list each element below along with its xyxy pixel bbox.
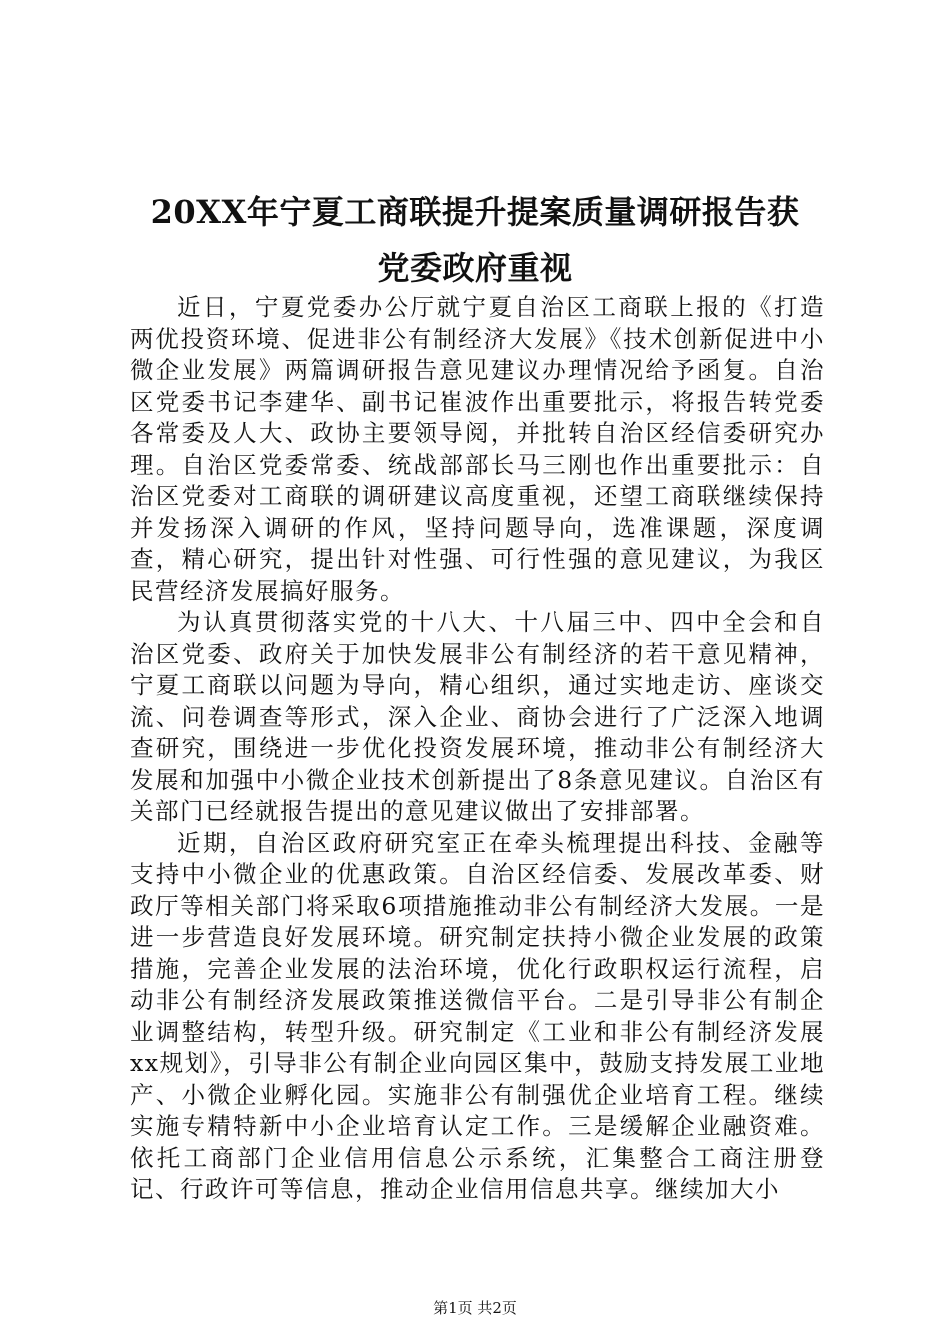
body-paragraph-2: 为认真贯彻落实党的十八大、十八届三中、四中全会和自治区党委、政府关于加快发展非公有制经济的若干意见精神，宁夏工商联以问题为导向，精心组织，通过实地走访、座谈交流、问卷调查等形式，深入企业、商协会进行了广泛深入地调查研究，围绕进一步优化投资发展环境，推动非公有制经济大发展和加强中小微企业技术创新提出了8条意见建议。自治区有关部门已经就报告提出的意见建议做出了安排部署。 — [130, 608, 825, 825]
page-footer — [0, 1299, 950, 1317]
page-number-label: 第1页 共2页 — [433, 1299, 517, 1317]
document-title-line-1: 20XX年宁夏工商联提升提案质量调研报告获 — [150, 193, 800, 231]
body-paragraph-3: 近期，自治区政府研究室正在牵头梳理提出科技、金融等支持中小微企业的优惠政策。自治区经信委、发展改革委、财政厅等相关部门将采取6项措施推动非公有制经济大发展。一是进一步营造良好发展环境。研究制定扶持小微企业发展的政策措施，完善企业发展的法治环境，优化行政职权运行流程，启动非公有制经济发展政策推送微信平台。二是引导非公有制企业调整结构，转型升级。研究制定《工业和非公有制经济发展xx规划》，引导非公有制企业向园区集中，鼓励支持发展工业地产、小微企业孵化园。实施非公有制强优企业培育工程。继续实施专精特新中小企业培育认定工作。三是缓解企业融资难。依托工商部门企业信用信息公示系统，汇集整合工商注册登记、行政许可等信息，推动企业信用信息共享。继续加大小 — [130, 828, 825, 1203]
document-title-line-2: 党委政府重视 — [377, 249, 573, 287]
document-body — [130, 292, 825, 1206]
body-paragraph-1: 近日，宁夏党委办公厅就宁夏自治区工商联上报的《打造两优投资环境、促进非公有制经济大发展》《技术创新促进中小微企业发展》两篇调研报告意见建议办理情况给予函复。自治区党委书记李建华、副书记崔波作出重要批示，将报告转党委各常委及人大、政协主要领导阅，并批转自治区经信委研究办理。自治区党委常委、统战部部长马三刚也作出重要批示：自治区党委对工商联的调研建议高度重视，还望工商联继续保持并发扬深入调研的作风，坚持问题导向，选准课题，深度调查，精心研究，提出针对性强、可行性强的意见建议，为我区民营经济发展搞好服务。 — [130, 293, 825, 605]
